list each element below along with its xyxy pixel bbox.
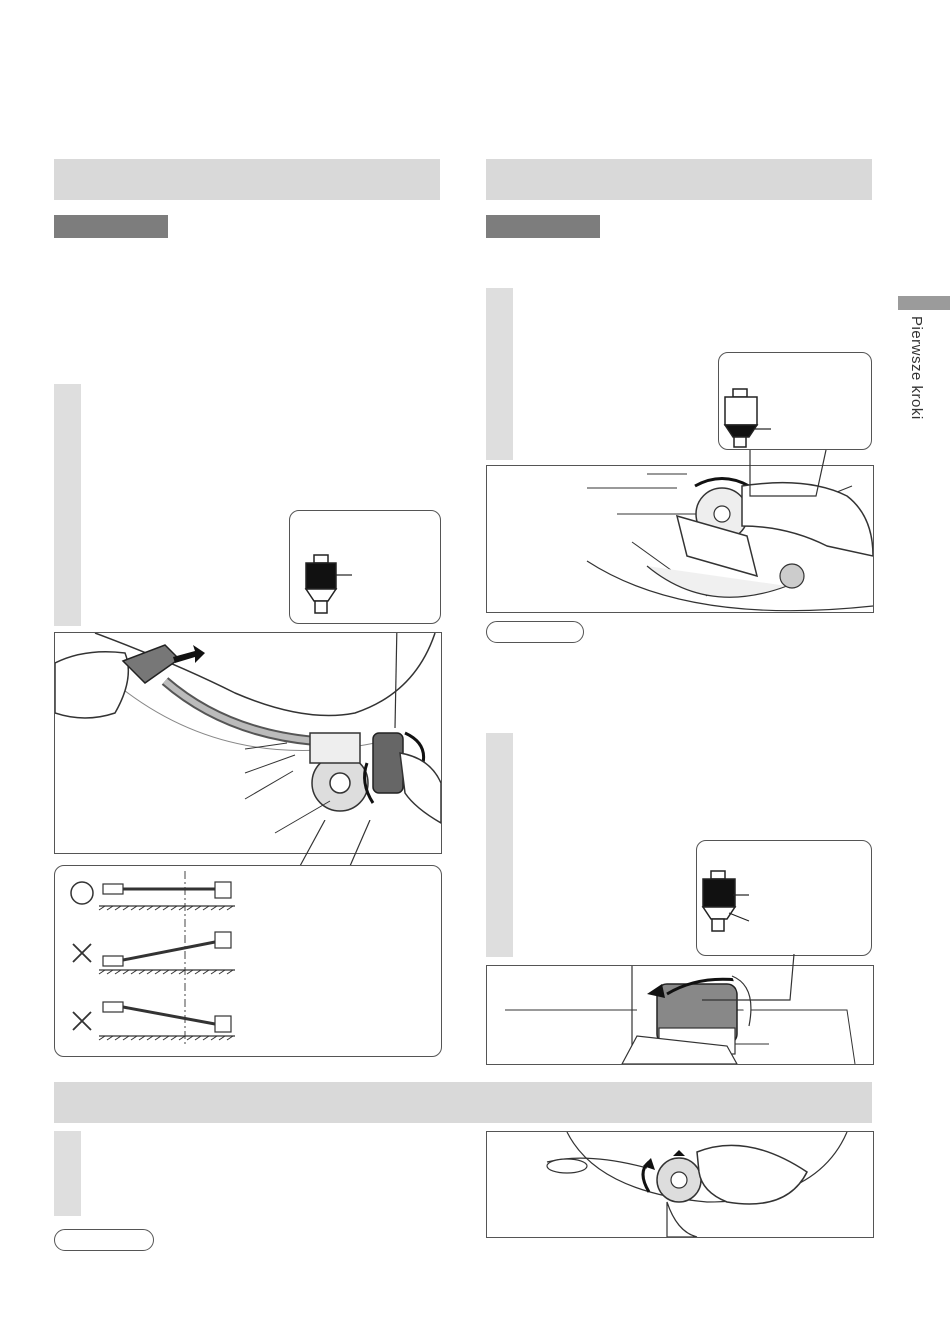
section-heading-right: [486, 159, 872, 200]
step-bar-bottom-1: [54, 1131, 81, 1216]
section-heading-bottom: [54, 1082, 872, 1123]
section-tag-right: [486, 215, 600, 238]
callout-counterweight-right-2: [696, 840, 872, 956]
counterweight-icon: [719, 353, 871, 449]
section-tag-left: [54, 215, 168, 238]
step-bar-left-1: [54, 384, 81, 626]
connector-lines-left: [250, 820, 400, 870]
illustration-antiskating-dial: [486, 1131, 874, 1238]
note-pill-right: [486, 621, 584, 643]
callout-counterweight-left: [289, 510, 441, 624]
side-tab-label: Pierwsze kroki: [908, 316, 925, 420]
section-heading-left: [54, 159, 440, 200]
illustration-counterweight-rotate: [486, 965, 874, 1065]
counterweight-icon: [290, 511, 440, 623]
balance-comparison-panel: [54, 865, 442, 1057]
side-tab-bar: [898, 296, 950, 310]
step-bar-right-2: [486, 733, 513, 957]
callout-counterweight-right-1: [718, 352, 872, 450]
step-bar-right-1: [486, 288, 513, 460]
connector-lines-right-2: [700, 952, 800, 1007]
incorrect-mark-icon: [73, 1012, 91, 1030]
connector-lines-right-1: [730, 448, 850, 503]
correct-mark-icon: [71, 882, 93, 904]
counterweight-icon: [697, 841, 871, 955]
note-pill-bottom: [54, 1229, 154, 1251]
incorrect-mark-icon: [73, 944, 91, 962]
